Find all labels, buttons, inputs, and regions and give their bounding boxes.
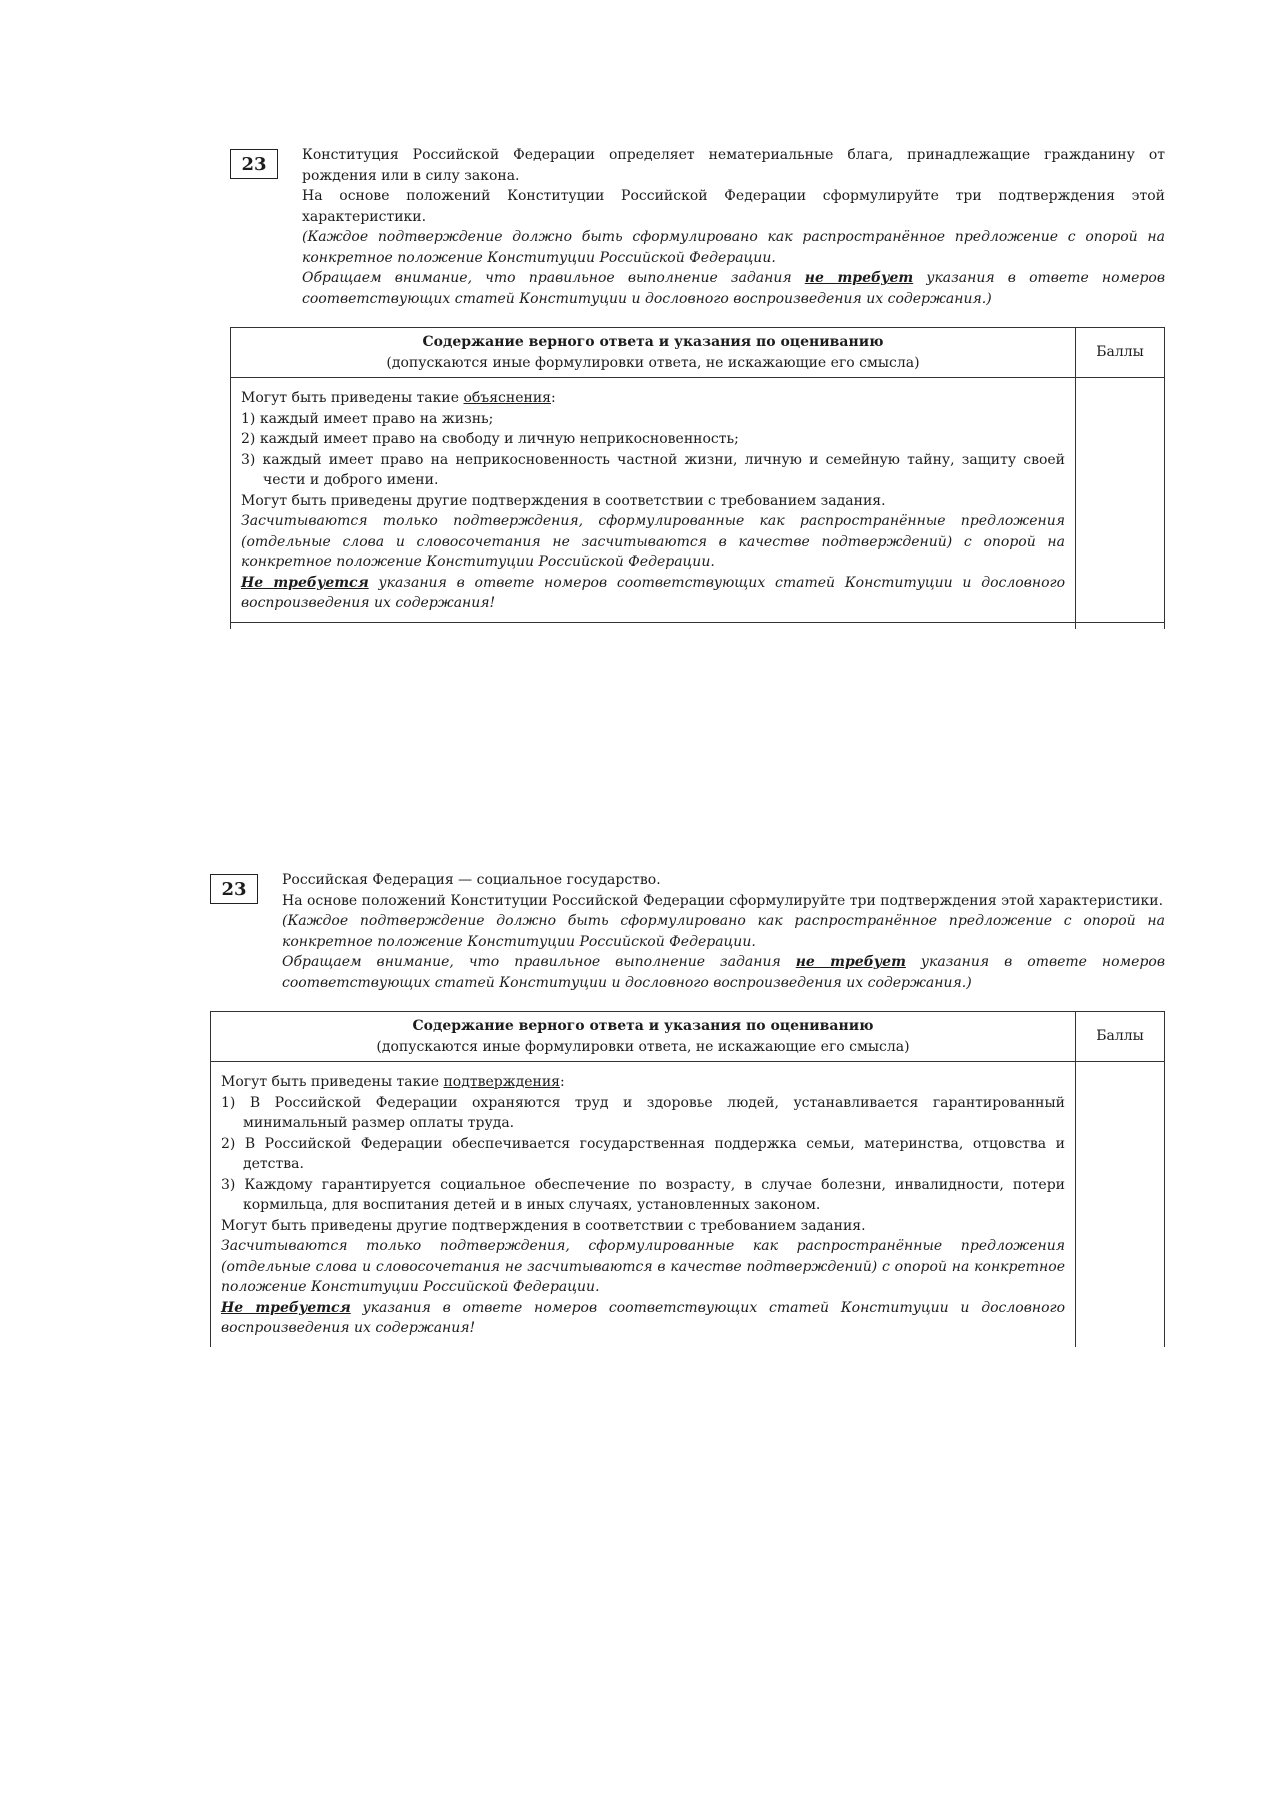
task-prompt xyxy=(282,870,1165,993)
answer-item-1: 1) В Российской Федерации охраняются труд и здоровье людей, устанавливается гарантированный минимальный размер оплаты труда. xyxy=(221,1094,1065,1131)
answer-other-note: Могут быть приведены другие подтверждения в соответствии с требованием задания. xyxy=(221,1217,866,1234)
answer-table xyxy=(230,327,1165,629)
content-header xyxy=(231,328,1076,378)
content-header-title: Содержание верного ответа и указания по оцениванию xyxy=(422,334,884,350)
content-header xyxy=(211,1012,1076,1062)
points-cell xyxy=(1076,378,1165,623)
answer-item-1: 1) каждый имеет право на жизнь; xyxy=(241,410,494,427)
answer-intro: Могут быть приведены такие подтверждения: xyxy=(221,1074,565,1090)
prompt-instruction: На основе положений Конституции Российской Федерации сформулируйте три подтверждения этой характеристики. xyxy=(302,188,1165,225)
answer-item-3: 3) Каждому гарантируется социальное обеспечение по возрасту, в случае болезни, инвалидности, потери кормильца, для воспитания детей и в иных случаях, установленных законом. xyxy=(221,1176,1065,1213)
points-header: Баллы xyxy=(1076,1012,1165,1062)
task-block-2 xyxy=(210,870,1165,1347)
answer-content-row xyxy=(211,1062,1165,1347)
task-prompt xyxy=(302,145,1165,309)
answer-not-required-note: Не требуется указания в ответе номеров соответствующих статей Конституции и дословного воспроизведения их содержания! xyxy=(241,574,1066,611)
answer-intro-keyword: объяснения xyxy=(463,390,552,406)
content-header-subtitle: (допускаются иные формулировки ответа, не искажающие его смысла) xyxy=(386,354,920,371)
answer-content xyxy=(211,1062,1076,1347)
answer-table-header xyxy=(231,328,1165,378)
points-cell xyxy=(1076,1062,1165,1347)
answer-other-note: Могут быть приведены другие подтверждения в соответствии с требованием задания. xyxy=(241,492,886,509)
answer-table-header xyxy=(211,1012,1165,1062)
prompt-instruction: На основе положений Конституции Российской Федерации сформулируйте три подтверждения этой характеристики. xyxy=(282,892,1164,909)
task-number-box: 23 xyxy=(230,149,278,179)
content-header-title: Содержание верного ответа и указания по оцениванию xyxy=(412,1018,874,1034)
answer-not-required-note: Не требуется указания в ответе номеров соответствующих статей Конституции и дословного воспроизведения их содержания! xyxy=(221,1299,1066,1336)
answer-counted-note: Засчитываются только подтверждения, сформулированные как распространённые предложения (отдельные слова и словосочетания не засчитываются в качестве подтверждений) с опорой на конкретное положение Конституции Российской Федерации. xyxy=(221,1238,1065,1295)
answer-table xyxy=(210,1011,1165,1347)
points-header: Баллы xyxy=(1076,328,1165,378)
prompt-attention: Обращаем внимание, что правильное выполнение задания не требует указания в ответе номеров соответствующих статей Конституции и дословного воспроизведения их содержания.) xyxy=(282,954,1165,991)
answer-item-3: 3) каждый имеет право на неприкосновенность частной жизни, личную и семейную тайну, защиту своей чести и доброго имени. xyxy=(241,451,1065,488)
answer-item-2: 2) В Российской Федерации обеспечивается государственная поддержка семьи, материнства, отцовства и детства. xyxy=(221,1135,1065,1172)
prompt-attention: Обращаем внимание, что правильное выполнение задания не требует указания в ответе номеров соответствующих статей Конституции и дословного воспроизведения их содержания.) xyxy=(302,270,1166,307)
prompt-requirement: (Каждое подтверждение должно быть сформулировано как распространённое предложение с опорой на конкретное положение Конституции Российской Федерации. xyxy=(302,229,1165,266)
answer-content xyxy=(231,378,1076,623)
emphasis-not-required: не требует xyxy=(804,270,914,286)
task-number-box: 23 xyxy=(210,874,258,904)
prompt-statement: Конституция Российской Федерации определяет нематериальные блага, принадлежащие гражданину от рождения или в силу закона. xyxy=(302,147,1165,184)
answer-counted-note: Засчитываются только подтверждения, сформулированные как распространённые предложения (отдельные слова и словосочетания не засчитываются в качестве подтверждений) с опорой на конкретное положение Конституции Российской Федерации. xyxy=(241,513,1065,570)
emphasis-not-required: не требует xyxy=(795,954,906,970)
answer-content-row xyxy=(231,378,1165,623)
answer-item-2: 2) каждый имеет право на свободу и личную неприкосновенность; xyxy=(241,431,739,447)
prompt-requirement: (Каждое подтверждение должно быть сформулировано как распространённое предложение с опорой на конкретное положение Конституции Российской Федерации. xyxy=(282,913,1165,950)
prompt-statement: Российская Федерация — социальное государство. xyxy=(282,872,661,888)
answer-intro-keyword: подтверждения xyxy=(443,1074,560,1090)
content-header-subtitle: (допускаются иные формулировки ответа, не искажающие его смысла) xyxy=(376,1038,910,1055)
answer-intro: Могут быть приведены такие объяснения: xyxy=(241,390,556,406)
cut-row xyxy=(231,622,1165,629)
task-block-1 xyxy=(230,145,1165,629)
